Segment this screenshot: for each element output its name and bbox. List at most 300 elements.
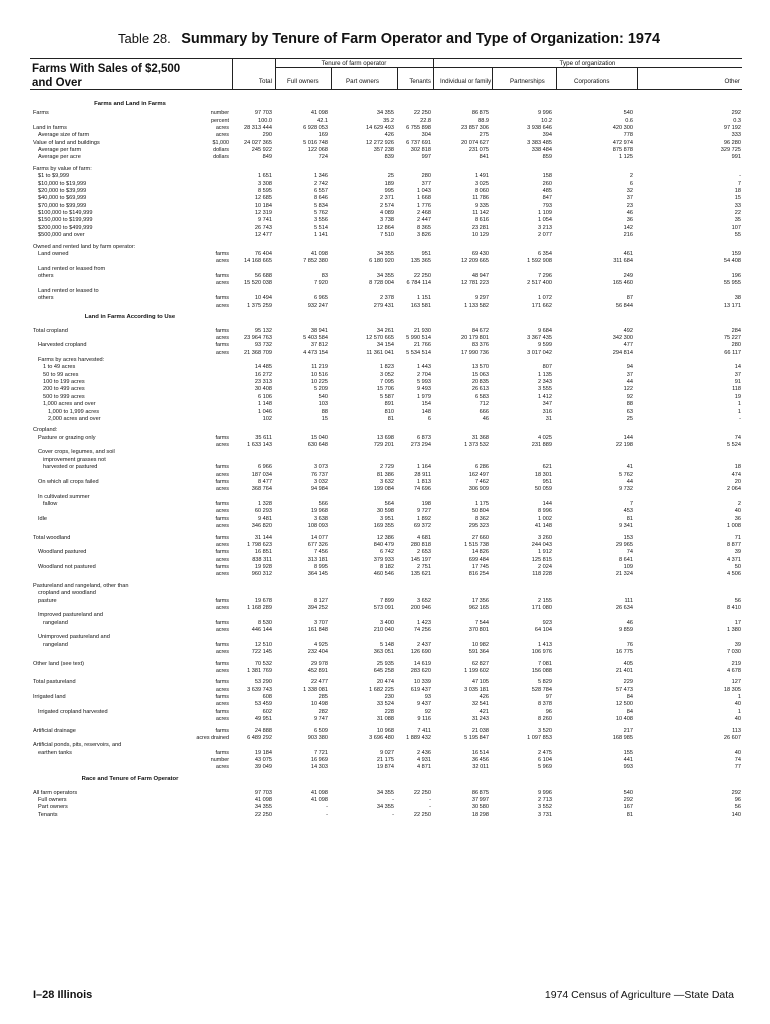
table-cell: 316 (542, 408, 552, 415)
table-cell: 118 (732, 386, 741, 393)
table-cell: 8 378 (538, 701, 552, 708)
table-cell: 97 703 (254, 789, 272, 796)
table-cell: 5 148 (380, 641, 394, 648)
row-unit: acres (215, 125, 229, 131)
table-cell: 10 494 (254, 295, 272, 302)
row-label: Unimproved pastureland and (38, 634, 110, 641)
table-cell: 6 286 (475, 464, 489, 471)
row-label: Full owners (38, 796, 67, 803)
table-cell: 446 144 (251, 626, 272, 633)
table-cell: 97 192 (723, 125, 741, 131)
table-cell: 34 355 (376, 110, 394, 117)
table-cell: 1 412 (538, 393, 552, 400)
table-cell: 14 619 (413, 660, 431, 667)
table-cell: - (392, 796, 394, 803)
table-row (0, 667, 770, 675)
table-cell: 9 493 (417, 386, 431, 393)
row-label: harvested or pastured (43, 464, 98, 471)
table-cell: 729 201 (373, 442, 394, 449)
table-cell: 6 489 292 (247, 735, 272, 741)
table-heading: Summary by Tenure of Farm Operator and Type of Organization: 1974 (181, 31, 661, 47)
table-cell: 84 672 (471, 327, 489, 334)
row-label: Woodland pastured (38, 549, 87, 556)
row-label: Pastureland and rangeland, other than (33, 582, 129, 589)
table-cell: 20 (734, 478, 741, 485)
table-cell: 26 607 (723, 735, 741, 741)
table-cell: 18 305 (723, 686, 741, 693)
table-cell: 14 077 (310, 534, 328, 541)
table-cell: 163 581 (410, 302, 431, 309)
row-unit: farms (215, 597, 229, 604)
row-unit: acres (215, 667, 229, 674)
table-cell: 165 460 (612, 280, 633, 287)
table-cell: 426 (384, 132, 394, 139)
table-cell: 8 996 (538, 508, 552, 515)
table-cell: 6 354 (538, 251, 552, 257)
table-cell: 21 401 (615, 667, 633, 674)
table-cell: 2 437 (417, 641, 431, 648)
table-cell: 292 (623, 796, 633, 803)
table-cell: 38 941 (310, 327, 328, 334)
table-row (0, 415, 770, 423)
row-label: $40,000 to $69,999 (38, 195, 87, 202)
table-cell: 11 786 (472, 195, 489, 202)
table-cell: 169 355 (373, 522, 394, 529)
table-cell: 8 595 (258, 188, 272, 194)
table-cell: 167 (623, 804, 633, 811)
table-cell: 1 (737, 708, 741, 715)
table-cell: 126 690 (410, 648, 431, 655)
table-cell: 35 (734, 217, 741, 224)
table-cell: 1 375 259 (247, 302, 272, 309)
table-cell: 9 996 (538, 110, 552, 117)
table-cell: 83 (321, 273, 328, 280)
table-cell: - (429, 804, 431, 811)
table-cell: 14 303 (310, 764, 328, 771)
table-cell: 22 250 (413, 789, 431, 796)
row-unit: farms (215, 251, 229, 257)
table-cell: 6 742 (380, 549, 394, 556)
table-cell: 31 144 (254, 534, 272, 541)
table-cell: 14 826 (471, 549, 489, 556)
row-unit: acres (215, 556, 229, 563)
table-cell: 839 (384, 154, 394, 161)
table-cell: 199 084 (373, 486, 394, 493)
table-cell: 22.8 (420, 117, 431, 124)
table-cell: 2 751 (417, 563, 431, 570)
col-header-total: Total (258, 78, 272, 85)
table-cell: 1 346 (314, 173, 328, 180)
col-header-tenants: Tenants (409, 78, 431, 85)
row-label: Farms by acres harvested: (38, 357, 105, 363)
table-cell: 34 355 (376, 251, 394, 257)
table-cell: 6 965 (314, 295, 328, 302)
table-cell: 10 498 (310, 701, 328, 708)
table-cell: 7 095 (380, 379, 394, 386)
table-cell: 342 300 (612, 335, 633, 341)
table-cell: 1 135 (538, 371, 552, 378)
table-cell: 37 812 (310, 342, 328, 349)
table-row (0, 302, 770, 310)
table-cell: 2 517 400 (527, 280, 552, 287)
table-cell: 1 491 (475, 173, 489, 180)
table-row (0, 153, 770, 161)
table-cell: 31 243 (471, 716, 489, 723)
table-cell: 4 089 (380, 210, 394, 217)
row-label: 200 to 499 acres (43, 386, 85, 393)
table-cell: 161 848 (307, 626, 328, 633)
table-cell: 19 968 (310, 508, 328, 515)
row-label: Harvested cropland (38, 342, 87, 349)
table-cell: 6 180 920 (369, 258, 394, 265)
row-label: $20,000 to $39,999 (38, 188, 87, 194)
table-cell: 7 920 (314, 280, 328, 287)
table-cell: 3 639 743 (247, 686, 272, 693)
table-row (0, 231, 770, 239)
row-label: 2,000 acres and over (48, 415, 101, 422)
table-cell: 148 (421, 408, 431, 415)
row-unit: farms (215, 619, 229, 626)
table-cell: 3 025 (475, 180, 489, 187)
table-cell: 20 074 627 (461, 139, 489, 146)
table-cell: 405 (623, 660, 633, 667)
table-cell: 10 968 (376, 727, 394, 734)
table-cell: 30 598 (376, 508, 394, 515)
table-cell: 122 (623, 386, 633, 393)
row-unit: dollars (213, 147, 229, 154)
table-cell: 7 030 (727, 648, 741, 655)
table-cell: 997 (421, 154, 431, 161)
row-unit: farms (215, 342, 229, 349)
table-cell: 294 814 (612, 349, 633, 356)
table-cell: 196 (731, 273, 741, 280)
table-cell: 16 514 (471, 749, 489, 756)
table-cell: 92 (424, 708, 431, 715)
table-cell: 566 (318, 500, 328, 507)
table-cell: 189 (384, 180, 394, 187)
table-cell: 1 046 (258, 408, 272, 415)
table-cell: 9 341 (619, 522, 633, 529)
table-cell: 564 (384, 500, 394, 507)
table-cell: 64 104 (534, 626, 552, 633)
row-label: $1 to $9,999 (38, 173, 70, 180)
table-cell: 338 484 (531, 147, 552, 154)
page-footer-left: I–28 Illinois (33, 989, 93, 1001)
table-cell: 8 365 (417, 224, 431, 231)
section-heading (0, 775, 770, 783)
section-heading (0, 100, 770, 108)
table-cell: 244 043 (531, 541, 552, 548)
row-label: $150,000 to $199,999 (38, 217, 93, 224)
table-cell: 142 (623, 224, 633, 231)
table-cell: 1 651 (258, 173, 272, 180)
table-cell: 47 105 (471, 679, 489, 686)
table-cell: 9 741 (258, 217, 272, 224)
table-cell: 162 497 (468, 471, 489, 478)
row-label: $100,000 to $149,999 (38, 210, 93, 217)
table-cell: 1 008 (727, 522, 741, 529)
table-cell: 20 179 801 (461, 335, 489, 341)
table-cell: 4 025 (538, 434, 552, 441)
row-unit: farms (215, 694, 229, 701)
table-cell: 88 (626, 401, 633, 408)
table-cell: 39 (734, 641, 741, 648)
table-cell: 140 (731, 811, 741, 818)
table-cell: 421 (479, 708, 489, 715)
table-cell: 1 133 582 (464, 302, 489, 309)
table-cell: 995 (384, 188, 394, 194)
row-unit: acres (215, 335, 229, 341)
col-header-individual: Individual or family (440, 78, 492, 85)
table-cell: 8 877 (727, 541, 741, 548)
row-label: Irrigated land (33, 694, 66, 701)
table-cell: 56 688 (254, 273, 272, 280)
table-cell: 295 323 (468, 522, 489, 529)
table-cell: 53 459 (254, 701, 272, 708)
table-cell: 1 043 (417, 188, 431, 194)
table-cell: 30 580 (471, 804, 489, 811)
col-header-partnerships: Partnerships (510, 78, 545, 85)
table-cell: 1 125 (619, 154, 633, 161)
table-cell: 3 400 (380, 619, 394, 626)
table-cell: 3 731 (538, 811, 552, 818)
row-label: Tenants (38, 811, 58, 818)
table-cell: 1 380 (727, 626, 741, 633)
table-cell: 16 775 (615, 648, 633, 655)
table-cell: 279 431 (373, 302, 394, 309)
table-cell: 2 574 (380, 202, 394, 209)
row-unit: farms (215, 273, 229, 280)
table-cell: 12 477 (254, 232, 272, 239)
table-cell: 1 072 (538, 295, 552, 302)
row-label: Farms by value of farm: (33, 166, 92, 172)
table-cell: 420 300 (612, 125, 633, 131)
row-unit: percent (211, 117, 229, 124)
row-unit: acres drained (196, 735, 229, 741)
table-cell: 88 (321, 408, 328, 415)
table-cell: 10 982 (471, 641, 489, 648)
table-cell: 5 762 (619, 471, 633, 478)
table-cell: 23 (626, 202, 633, 209)
table-cell: 0.3 (733, 117, 741, 124)
table-cell: 333 (731, 132, 741, 139)
row-unit: farms (215, 464, 229, 471)
table-cell: 3 738 (380, 217, 394, 224)
table-cell: 10 408 (615, 716, 633, 723)
table-cell: 3 696 480 (369, 735, 394, 741)
table-cell: 9 437 (417, 701, 431, 708)
table-cell: 619 437 (410, 686, 431, 693)
row-unit: farms (215, 679, 229, 686)
table-cell: 460 546 (373, 571, 394, 578)
row-label: improvement grasses not (43, 456, 106, 463)
table-cell: 9 727 (417, 508, 431, 515)
table-cell: 231 075 (468, 147, 489, 154)
table-cell: 280 (731, 342, 741, 349)
table-cell: 228 (384, 708, 394, 715)
table-cell: 5 209 (314, 386, 328, 393)
table-cell: 6 557 (314, 188, 328, 194)
table-cell: 20 835 (471, 379, 489, 386)
row-unit: acres (215, 508, 229, 515)
table-cell: 6 104 (538, 757, 552, 764)
table-cell: 3 707 (314, 619, 328, 626)
table-cell: 285 (318, 694, 328, 701)
table-cell: 219 (731, 660, 741, 667)
table-cell: 12 510 (254, 641, 272, 648)
table-cell: 21 038 (471, 727, 489, 734)
table-cell: 232 404 (307, 648, 328, 655)
row-unit: $1,000 (212, 139, 229, 146)
table-cell: 859 (542, 154, 552, 161)
table-cell: 81 386 (376, 471, 394, 478)
table-cell: 48 947 (471, 273, 489, 280)
table-cell: 5 762 (314, 210, 328, 217)
table-cell: 26 743 (254, 224, 272, 231)
table-cell: 74 (734, 757, 741, 764)
table-cell: 200 946 (410, 604, 431, 611)
table-cell: 8 646 (314, 195, 328, 202)
table-cell: 38 (734, 295, 741, 302)
row-unit: farms (215, 563, 229, 570)
table-cell: 304 (421, 132, 431, 139)
table-cell: 4 678 (727, 667, 741, 674)
table-cell: 394 252 (307, 604, 328, 611)
row-label: Cover crops, legumes, and soil (38, 449, 115, 456)
table-cell: 9 859 (619, 626, 633, 633)
tenure-group-label: Tenure of farm operator (321, 60, 387, 67)
table-cell: 53 290 (254, 679, 272, 686)
table-cell: 5 534 514 (406, 349, 431, 356)
row-label: pasture (38, 597, 57, 604)
row-unit: farms (215, 660, 229, 667)
table-cell: 1 798 623 (247, 541, 272, 548)
table-cell: 10 339 (413, 679, 431, 686)
table-cell: 302 818 (410, 147, 431, 154)
table-cell: 49 951 (254, 716, 272, 723)
table-cell: 528 784 (531, 686, 552, 693)
table-cell: 8 182 (380, 563, 394, 570)
table-cell: 145 197 (410, 556, 431, 563)
row-label: Total cropland (33, 327, 68, 334)
table-cell: 875 878 (612, 147, 633, 154)
table-cell: 283 620 (410, 667, 431, 674)
table-cell: 0.6 (625, 117, 633, 124)
row-label: rangeland (43, 619, 68, 626)
table-cell: 6 755 898 (406, 125, 431, 131)
table-cell: 4 931 (417, 757, 431, 764)
col-header-corporations: Corporations (574, 78, 610, 85)
row-unit: farms (215, 500, 229, 507)
row-label: Total pastureland (33, 679, 76, 686)
table-cell: 10.2 (541, 117, 552, 124)
table-cell: 712 (479, 401, 489, 408)
table-cell: 1 912 (538, 549, 552, 556)
row-label: On which all crops failed (38, 478, 99, 485)
corner-title: Farms With Sales of $2,500 and Over (32, 63, 181, 89)
table-cell: 93 (424, 694, 431, 701)
table-cell: 6 583 (475, 393, 489, 400)
table-cell: 22 198 (615, 442, 633, 449)
table-cell: 12 319 (254, 210, 272, 217)
table-cell: 1 373 532 (464, 442, 489, 449)
table-cell: 70 532 (254, 660, 272, 667)
table-cell: 8 477 (258, 478, 272, 485)
table-cell: 84 (626, 694, 633, 701)
table-cell: 159 (731, 251, 741, 257)
table-cell: 168 985 (612, 735, 633, 741)
table-cell: 472 974 (612, 139, 633, 146)
table-cell: 347 (542, 401, 552, 408)
table-cell: 15 520 038 (244, 280, 272, 287)
table-cell: 1 (737, 694, 741, 701)
table-cell: 630 648 (307, 442, 328, 449)
table-cell: 6 966 (258, 464, 272, 471)
table-cell: 346 820 (251, 522, 272, 529)
table-cell: 9 116 (417, 716, 431, 723)
row-label: Woodland not pastured (38, 563, 96, 570)
table-cell: 5 993 (417, 379, 431, 386)
table-cell: 77 (734, 764, 741, 771)
table-cell: 14 485 (254, 364, 272, 371)
table-cell: 22 250 (254, 811, 272, 818)
row-label: Land rented or leased to (38, 287, 99, 294)
row-label: Value of land and buildings (33, 139, 100, 146)
table-cell: 608 (262, 694, 272, 701)
table-cell: 25 (387, 173, 394, 180)
table-cell: 22 (734, 210, 741, 217)
table-cell: 9 996 (538, 789, 552, 796)
table-cell: 15 (734, 195, 741, 202)
table-cell: 2 155 (538, 597, 552, 604)
table-cell: 46 (482, 415, 489, 422)
table-cell: 27 660 (471, 534, 489, 541)
row-label: rangeland (43, 641, 68, 648)
table-cell: 951 (421, 251, 431, 257)
table-cell: 108 093 (307, 522, 328, 529)
table-cell: 273 294 (410, 442, 431, 449)
table-cell: 2 064 (727, 486, 741, 493)
row-unit: acres (215, 280, 229, 287)
table-cell: 1 668 (417, 195, 431, 202)
table-cell: 722 145 (251, 648, 272, 655)
col-header-part-owners: Part owners (346, 78, 380, 85)
table-cell: 923 (542, 619, 552, 626)
table-cell: 260 (542, 180, 552, 187)
table-cell: 37 (626, 371, 633, 378)
row-unit: farms (215, 515, 229, 522)
row-label: $500,000 and over (38, 232, 85, 239)
table-cell: 76 737 (310, 471, 328, 478)
table-cell: 31 368 (471, 434, 489, 441)
table-cell: 56 844 (615, 302, 633, 309)
table-cell: 6 784 114 (406, 280, 431, 287)
row-label: earthen tanks (38, 749, 72, 756)
table-cell: 5 829 (538, 679, 552, 686)
table-cell: 1 413 (538, 641, 552, 648)
table-cell: 370 801 (468, 626, 489, 633)
table-cell: 2 024 (538, 563, 552, 570)
table-cell: 23 281 (471, 224, 489, 231)
table-cell: 8 060 (475, 188, 489, 194)
table-cell: 14 (734, 364, 741, 371)
table-cell: 94 984 (310, 486, 328, 493)
table-cell: 12 864 (376, 224, 394, 231)
table-cell: 3 638 (314, 515, 328, 522)
table-cell: 3 652 (417, 597, 431, 604)
table-cell: 210 040 (373, 626, 394, 633)
table-cell: 903 380 (307, 735, 328, 741)
